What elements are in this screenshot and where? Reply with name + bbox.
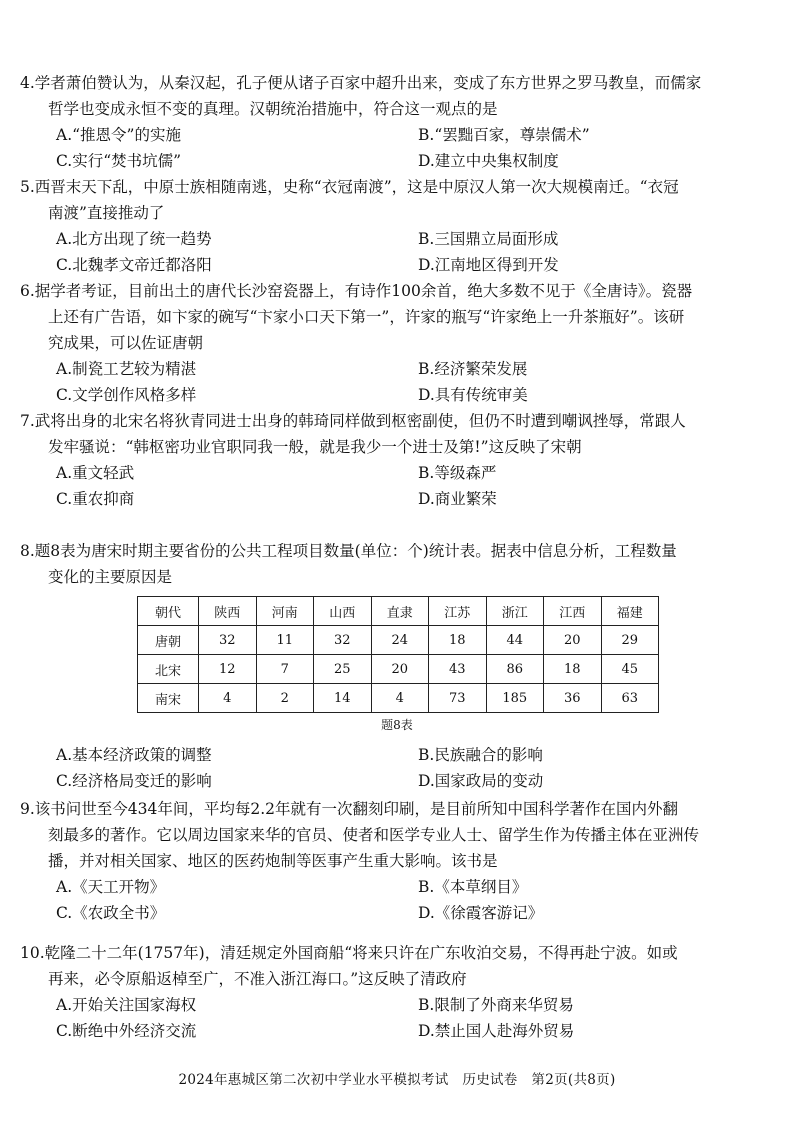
- option-a: A.开始关注国家海权: [56, 996, 197, 1014]
- table-cell: 18: [544, 655, 602, 684]
- question-stem-line: 究成果，可以佐证唐朝: [48, 334, 204, 352]
- option-c: C.北魏孝文帝迁都洛阳: [56, 256, 212, 274]
- question-stem-line: 刻最多的著作。它以周边国家来华的官员、使者和医学专业人士、留学生作为传播主体在亚洲传: [48, 826, 700, 844]
- question-9: [20, 796, 780, 926]
- table-cell: 25: [314, 655, 372, 684]
- table-cell: 43: [429, 655, 487, 684]
- question-stem-line: 10.乾隆二十二年(1757年)，清廷规定外国商船“将来只许在广东收泊交易，不得再赴宁波。如或: [20, 944, 678, 962]
- option-c: C.经济格局变迁的影响: [56, 772, 212, 790]
- header-cell: 江苏: [429, 597, 487, 626]
- table-cell: 32: [199, 626, 257, 655]
- option-d: D.具有传统审美: [418, 386, 528, 404]
- table-cell: 12: [199, 655, 257, 684]
- question-6: [20, 278, 780, 408]
- option-c: C.实行“焚书坑儒”: [56, 152, 182, 170]
- question-stem-line: 再来，必令原船返棹至广，不准入浙江海口。”这反映了清政府: [48, 970, 467, 988]
- option-d: D.《徐霞客游记》: [418, 904, 544, 922]
- option-c: C.文学创作风格多样: [56, 386, 197, 404]
- option-c: C.断绝中外经济交流: [56, 1022, 197, 1040]
- table-cell: 北宋: [138, 655, 199, 684]
- question-7: [20, 408, 780, 512]
- table-cell: 4: [199, 684, 257, 713]
- table-cell: 7: [256, 655, 314, 684]
- table-cell: 唐朝: [138, 626, 199, 655]
- question-stem-line: 8.题8表为唐宋时期主要省份的公共工程项目数量(单位：个)统计表。据表中信息分析，工程数量: [20, 542, 677, 560]
- question-10: [20, 940, 780, 1044]
- header-cell: 福建: [601, 597, 659, 626]
- table-cell: 18: [429, 626, 487, 655]
- question-8-options: [20, 742, 780, 794]
- table-cell: 14: [314, 684, 372, 713]
- question-stem-line: 7.武将出身的北宋名将狄青同进士出身的韩琦同样做到枢密副使，但仍不时遭到嘲讽挫辱，常跟人: [20, 412, 686, 430]
- header-cell: 山西: [314, 597, 372, 626]
- question-stem-line: 6.据学者考证，目前出土的唐代长沙窑瓷器上，有诗作100余首，绝大多数不见于《全唐诗》。瓷器: [20, 282, 693, 300]
- question-4: [20, 70, 780, 174]
- question-8: [20, 538, 780, 590]
- header-cell: 陕西: [199, 597, 257, 626]
- table-cell: 63: [601, 684, 659, 713]
- table-caption: 题8表: [381, 718, 413, 732]
- header-cell: 江西: [544, 597, 602, 626]
- table-cell: 2: [256, 684, 314, 713]
- option-a: A.“推恩令”的实施: [56, 126, 181, 144]
- table-cell: 4: [371, 684, 429, 713]
- option-d: D.建立中央集权制度: [418, 152, 559, 170]
- page-footer: 2024年惠城区第二次初中学业水平模拟考试 历史试卷 第2页(共8页): [178, 1072, 616, 1088]
- table-cell: 45: [601, 655, 659, 684]
- option-a: A.基本经济政策的调整: [56, 746, 212, 764]
- table-cell: 32: [314, 626, 372, 655]
- table-cell: 20: [544, 626, 602, 655]
- question-stem-line: 上还有广告语，如卞家的碗写“卞家小口天下第一”，许家的瓶写“许家绝上一升茶瓶好”。该研: [48, 308, 685, 326]
- table-cell: 29: [601, 626, 659, 655]
- table-cell: 185: [486, 684, 544, 713]
- option-a: A.制瓷工艺较为精湛: [56, 360, 197, 378]
- header-cell: 直隶: [371, 597, 429, 626]
- option-b: B.民族融合的影响: [418, 746, 543, 764]
- question-stem-line: 5.西晋末天下乱，中原士族相随南逃，史称“衣冠南渡”，这是中原汉人第一次大规模南迁。“衣冠: [20, 178, 679, 196]
- option-b: B.经济繁荣发展: [418, 360, 528, 378]
- table-cell: 24: [371, 626, 429, 655]
- option-d: D.江南地区得到开发: [418, 256, 559, 274]
- option-a: A.重文轻武: [56, 464, 135, 482]
- option-b: B.《本草纲目》: [418, 878, 528, 896]
- option-d: D.禁止国人赴海外贸易: [418, 1022, 575, 1040]
- option-a: A.北方出现了统一趋势: [56, 230, 212, 248]
- table-cell: 86: [486, 655, 544, 684]
- question-5: [20, 174, 780, 278]
- option-c: C.《农政全书》: [56, 904, 166, 922]
- question-stem-line: 南渡”直接推动了: [48, 204, 165, 222]
- option-c: C.重农抑商: [56, 490, 135, 508]
- table-cell: 73: [429, 684, 487, 713]
- table-row: [138, 626, 659, 655]
- table-cell: 南宋: [138, 684, 199, 713]
- option-b: B.限制了外商来华贸易: [418, 996, 574, 1014]
- table-cell: 36: [544, 684, 602, 713]
- option-b: B.三国鼎立局面形成: [418, 230, 559, 248]
- option-a: A.《天工开物》: [56, 878, 166, 896]
- table-cell: 11: [256, 626, 314, 655]
- question-stem-line: 9.该书问世至今434年间，平均每2.2年就有一次翻刻印刷，是目前所知中国科学著作在国内外翻: [20, 800, 679, 818]
- header-cell: 河南: [256, 597, 314, 626]
- question-stem-line: 播，并对相关国家、地区的医药炮制等医事产生重大影响。该书是: [48, 852, 498, 870]
- header-cell: 朝代: [138, 597, 199, 626]
- table-row: [138, 684, 659, 713]
- table-cell: 20: [371, 655, 429, 684]
- table-row: [138, 655, 659, 684]
- table-header-row: [138, 597, 659, 626]
- question-stem-line: 4.学者萧伯赞认为，从秦汉起，孔子便从诸子百家中超升出来，变成了东方世界之罗马教皇，而儒家: [20, 74, 702, 92]
- option-d: D.国家政局的变动: [418, 772, 544, 790]
- option-b: B.等级森严: [418, 464, 497, 482]
- table-8: [137, 596, 659, 713]
- question-stem-line: 发牢骚说：“韩枢密功业官职同我一般，就是我少一个进士及第!”这反映了宋朝: [48, 438, 582, 456]
- table-cell: 44: [486, 626, 544, 655]
- option-d: D.商业繁荣: [418, 490, 497, 508]
- question-stem-line: 变化的主要原因是: [48, 568, 173, 586]
- option-b: B.“罢黜百家，尊崇儒术”: [418, 126, 590, 144]
- header-cell: 浙江: [486, 597, 544, 626]
- question-stem-line: 哲学也变成永恒不变的真理。汉朝统治措施中，符合这一观点的是: [48, 100, 498, 118]
